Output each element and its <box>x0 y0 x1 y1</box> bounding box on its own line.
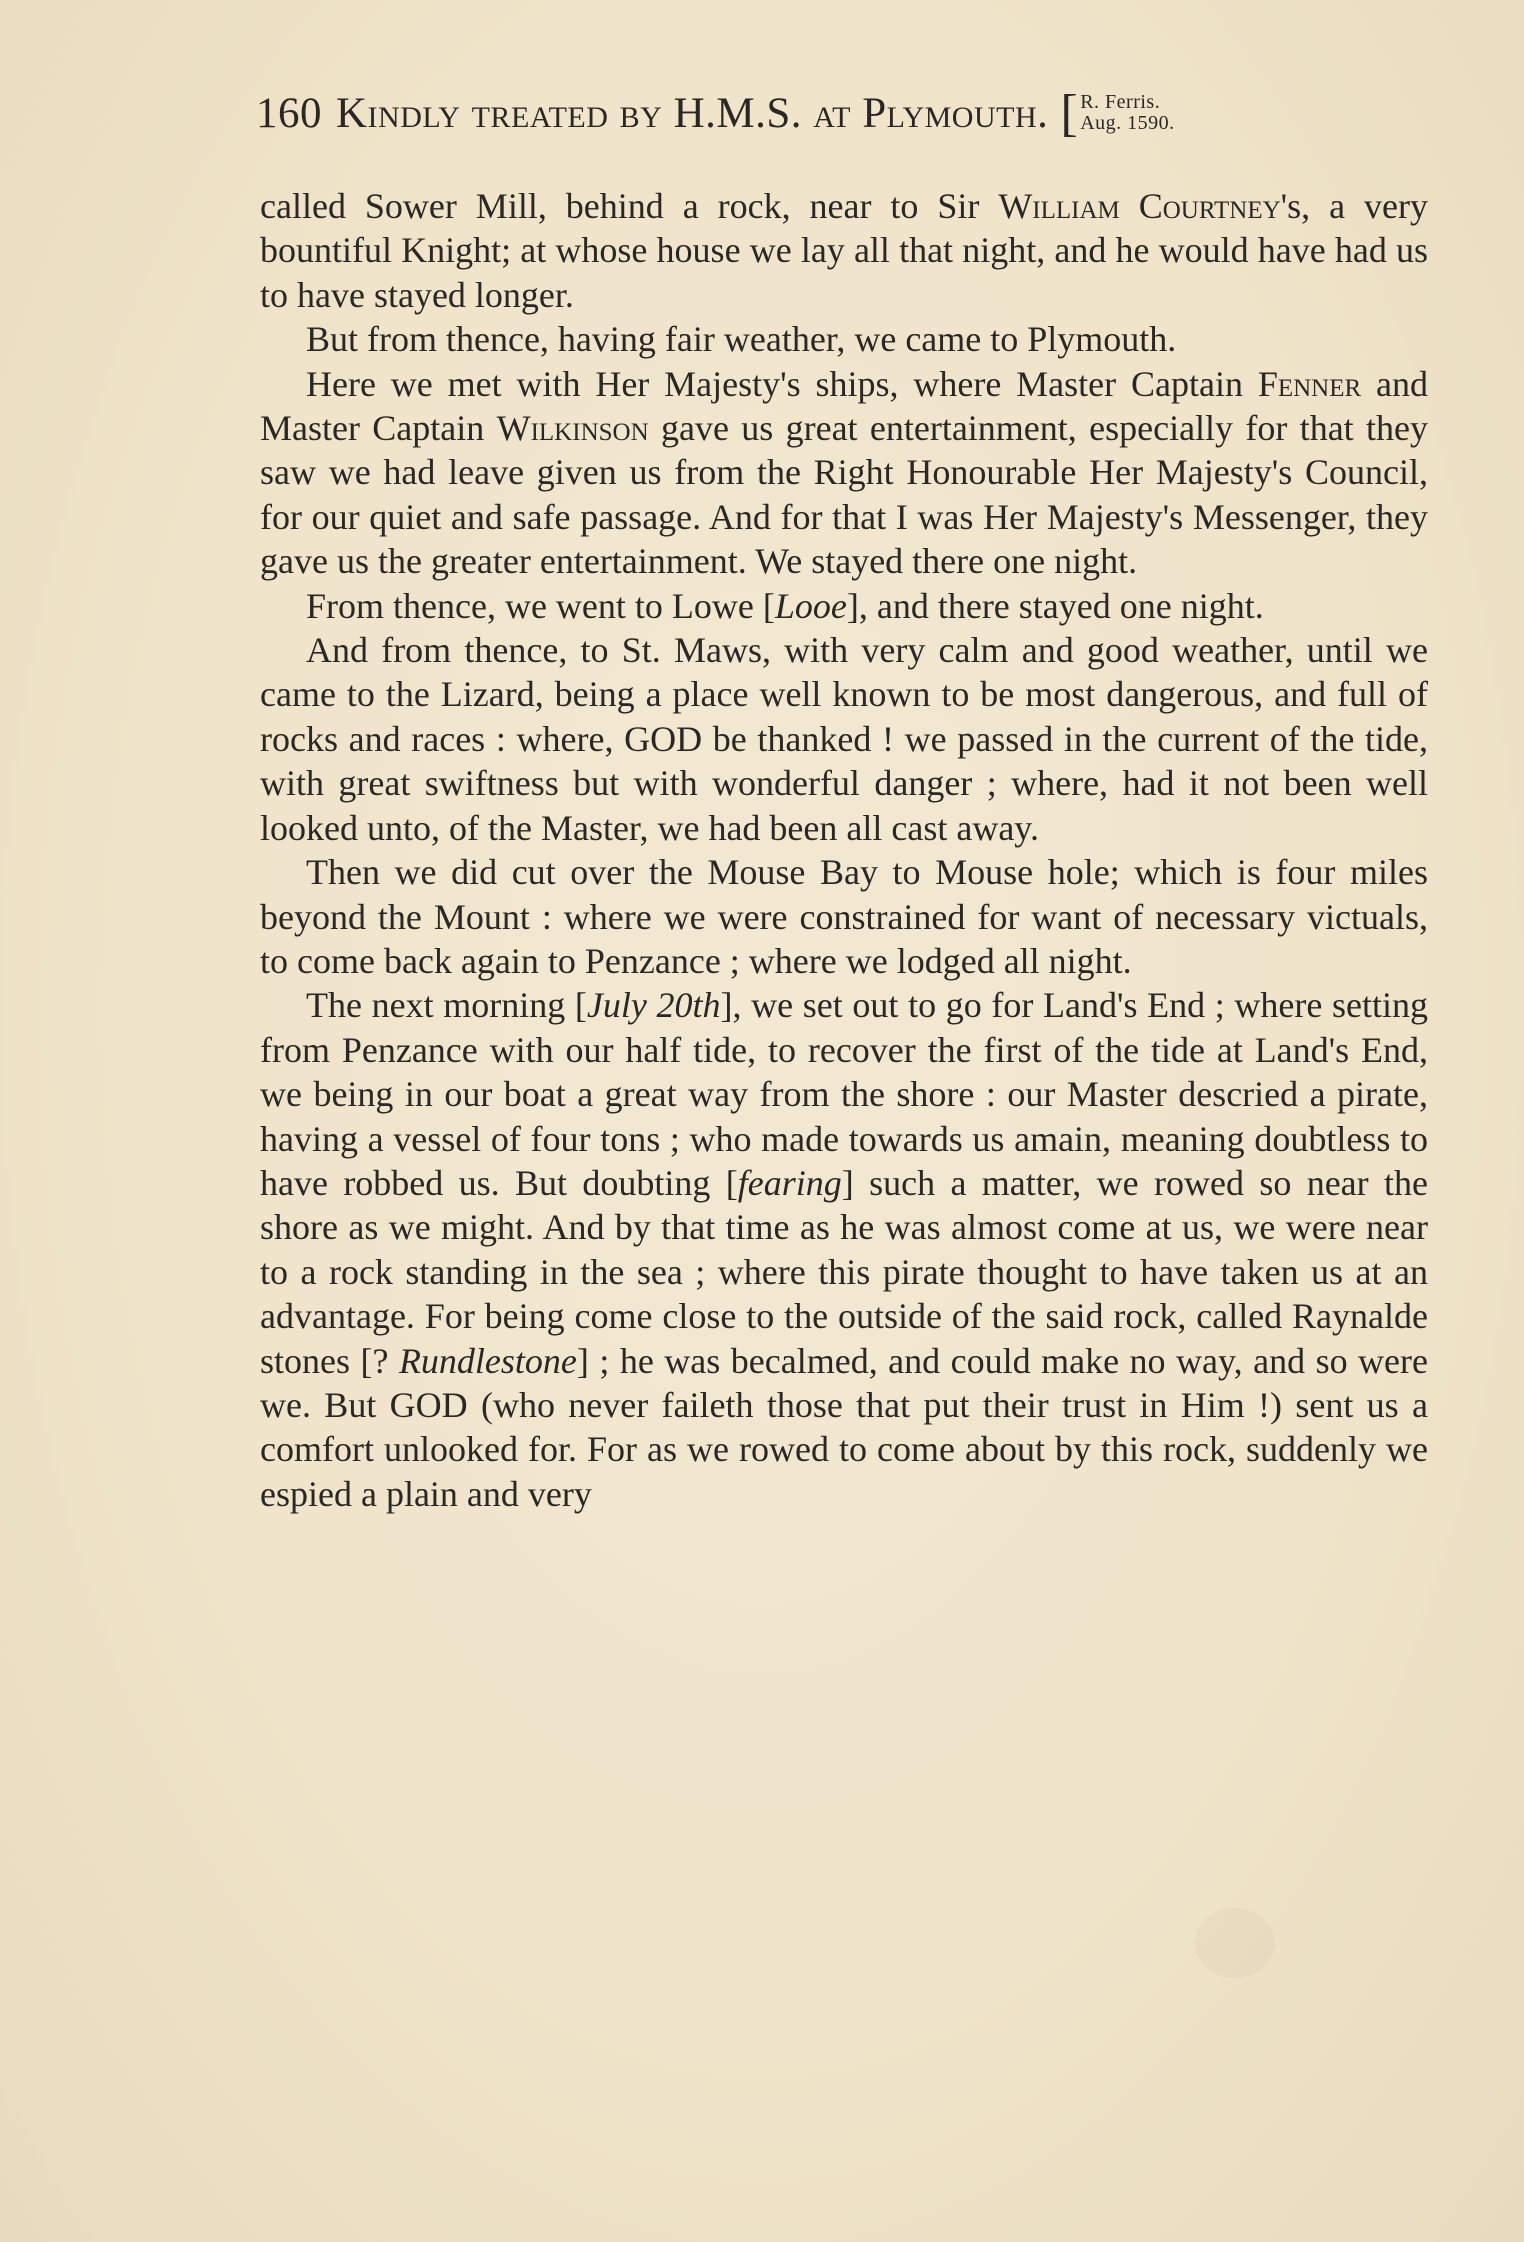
text-run: And from thence, to St. Maws, with very calm and good weather, until we came to the Lizard, being a place well known to be most dangerous, and full of rocks and races : where, GOD be thanked ! we passed in the current of the tide, with great swiftness but with wonderful danger ; where, had it not been well looked unto, of the Master, we had been all cast away. <box>260 630 1428 848</box>
paragraph-1 <box>260 184 1428 317</box>
page-number: 160 <box>256 90 322 137</box>
italic-gloss: fearing <box>737 1162 842 1203</box>
text-run: gave us great entertainment, especially for that they saw we had leave given us from the Right Honourable Her Majesty's Council, for our quiet and safe passage. And for that I was Her Majesty's Messenger, they gave us the greater entertainment. We stayed there one night. <box>260 408 1428 582</box>
paragraph-7 <box>260 983 1428 1516</box>
paragraph-2 <box>260 317 1428 361</box>
text-run: ] ; he was becalmed, and could make no way, and so were we. But GOD (who never faileth those that put their trust in Him !) sent us a comfort unlooked for. For as we rowed to come about by this rock, suddenly we espied a plain and very <box>260 1340 1428 1514</box>
text-run: Then we did cut over the Mouse Bay to Mouse hole; which is four miles beyond the Mount : where we were constrained for want of necessary victuals, to come back again to Penzance ; where we lodged all night. <box>260 852 1428 981</box>
text-run: and Master Captain <box>260 363 1429 449</box>
text-run: The next morning [ <box>306 985 587 1026</box>
body-text <box>260 184 1428 1516</box>
side-note <box>1080 92 1174 134</box>
text-run: But from thence, having fair weather, we came to Plymouth. <box>306 319 1177 360</box>
paper-stain <box>1195 1908 1275 1978</box>
italic-gloss: Looe <box>774 585 847 626</box>
paragraph-5 <box>260 628 1428 850</box>
running-header <box>256 84 1446 144</box>
name-small-caps: Fenner <box>1257 363 1362 404</box>
text-run: From thence, we went to Lowe [ <box>306 585 775 626</box>
side-note-author: R. Ferris. <box>1080 91 1161 113</box>
side-note-date: Aug. 1590. <box>1080 112 1175 134</box>
text-run: ], we set out to go for Land's End ; where setting from Penzance with our half tide, to recover the first of the tide at Land's End, we being in our boat a great way from the shore : our Master descried a pirate, having a vessel of four tons ; who made towards us amain, meaning doubtless to have robbed us. But doubting [ <box>260 985 1428 1203</box>
paragraph-6 <box>260 850 1428 983</box>
text-run: ], and there stayed one night. <box>846 585 1264 626</box>
text-run: called Sower Mill, behind a rock, near to Sir <box>260 186 999 226</box>
text-run: Here we met with Her Majesty's ships, where Master Captain <box>306 363 1258 404</box>
paragraph-3 <box>260 362 1428 584</box>
header-bracket: [ <box>1060 85 1079 142</box>
paragraph-4 <box>260 584 1428 628</box>
name-small-caps: Wilkinson <box>496 408 649 449</box>
name-small-caps: William Courtney <box>998 186 1281 226</box>
italic-gloss: Rundlestone <box>398 1340 577 1381</box>
text-run: ] such a matter, we rowed so near the shore as we might. And by that time as he was almost come at us, we were near to a rock standing in the sea ; where this pirate thought to have taken us at an advantage. For being come close to the outside of the said rock, called Raynalde stones [? <box>260 1162 1428 1381</box>
italic-gloss: July 20th <box>586 985 721 1026</box>
text-run: 's, a very bountiful Knight; at whose house we lay all that night, and he would have had us to have stayed longer. <box>260 186 1428 315</box>
running-title: Kindly treated by H.M.S. at Plymouth. <box>336 90 1049 137</box>
